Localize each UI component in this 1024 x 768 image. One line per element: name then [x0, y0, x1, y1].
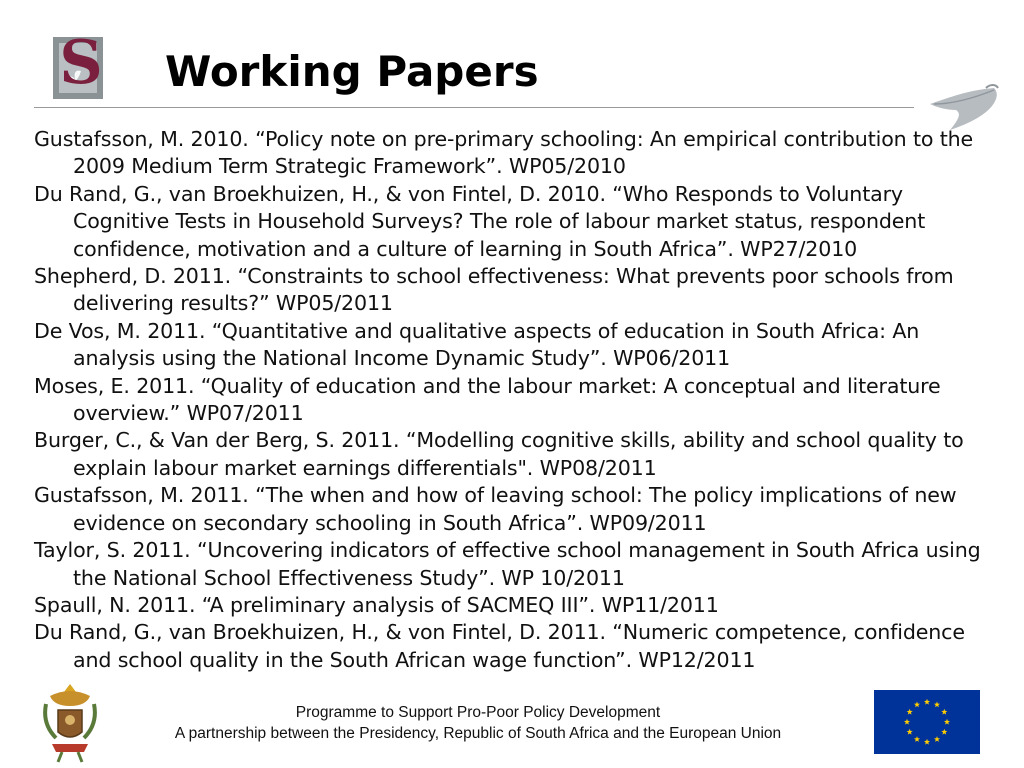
references-list [34, 126, 1004, 674]
university-logo-icon [51, 31, 109, 101]
page-title: Working Papers [165, 47, 539, 96]
footer-line-2: A partnership between the Presidency, Republic of South Africa and the European Union [174, 725, 782, 742]
reference-item: Du Rand, G., van Broekhuizen, H., & von Fintel, D. 2010. “Who Responds to Voluntary Cognitive Tests in Household Surveys? The role of labour market status, respondent confidence, motivation and a culture of learning in South Africa”. WP27/2010 [34, 181, 926, 261]
reference-item: Du Rand, G., van Broekhuizen, H., & von Fintel, D. 2011. “Numeric competence, confidence and school quality in the South African wage function”. WP12/2011 [34, 620, 965, 672]
footer-line-1: Programme to Support Pro-Poor Policy Development [295, 704, 661, 721]
eu-flag-icon [874, 690, 980, 754]
coat-of-arms-icon [40, 682, 100, 764]
reference-item: Moses, E. 2011. “Quality of education and the labour market: A conceptual and literature overview.” WP07/2011 [34, 373, 941, 426]
logo-letter: S [59, 31, 103, 98]
reference-item: Taylor, S. 2011. “Uncovering indicators of effective school management in South Africa using the National School Effectiveness Study”. WP 10/2011 [34, 538, 981, 590]
reference-item: Gustafsson, M. 2010. “Policy note on pre-primary schooling: An empirical contribution to the 2009 Medium Term Strategic Framework”. WP05/2010 [34, 127, 974, 179]
reference-item: De Vos, M. 2011. “Quantitative and qualitative aspects of education in South Africa: An analysis using the National Income Dynamic Study”. WP06/2011 [34, 318, 920, 371]
reference-item: Spaull, N. 2011. “A preliminary analysis of SACMEQ III”. WP11/2011 [34, 592, 719, 617]
reference-item: Shepherd, D. 2011. “Constraints to school effectiveness: What prevents poor schools from delivering results?” WP05/2011 [34, 264, 954, 316]
reference-item: Gustafsson, M. 2011. “The when and how of leaving school: The policy implications of new evidence on secondary schooling in South Africa”. WP09/2011 [34, 483, 957, 535]
title-divider [34, 107, 914, 108]
footer [120, 702, 836, 744]
reference-item: Burger, C., & Van der Berg, S. 2011. “Modelling cognitive skills, ability and school quality to explain labour market earnings differentials". WP08/2011 [34, 428, 964, 480]
